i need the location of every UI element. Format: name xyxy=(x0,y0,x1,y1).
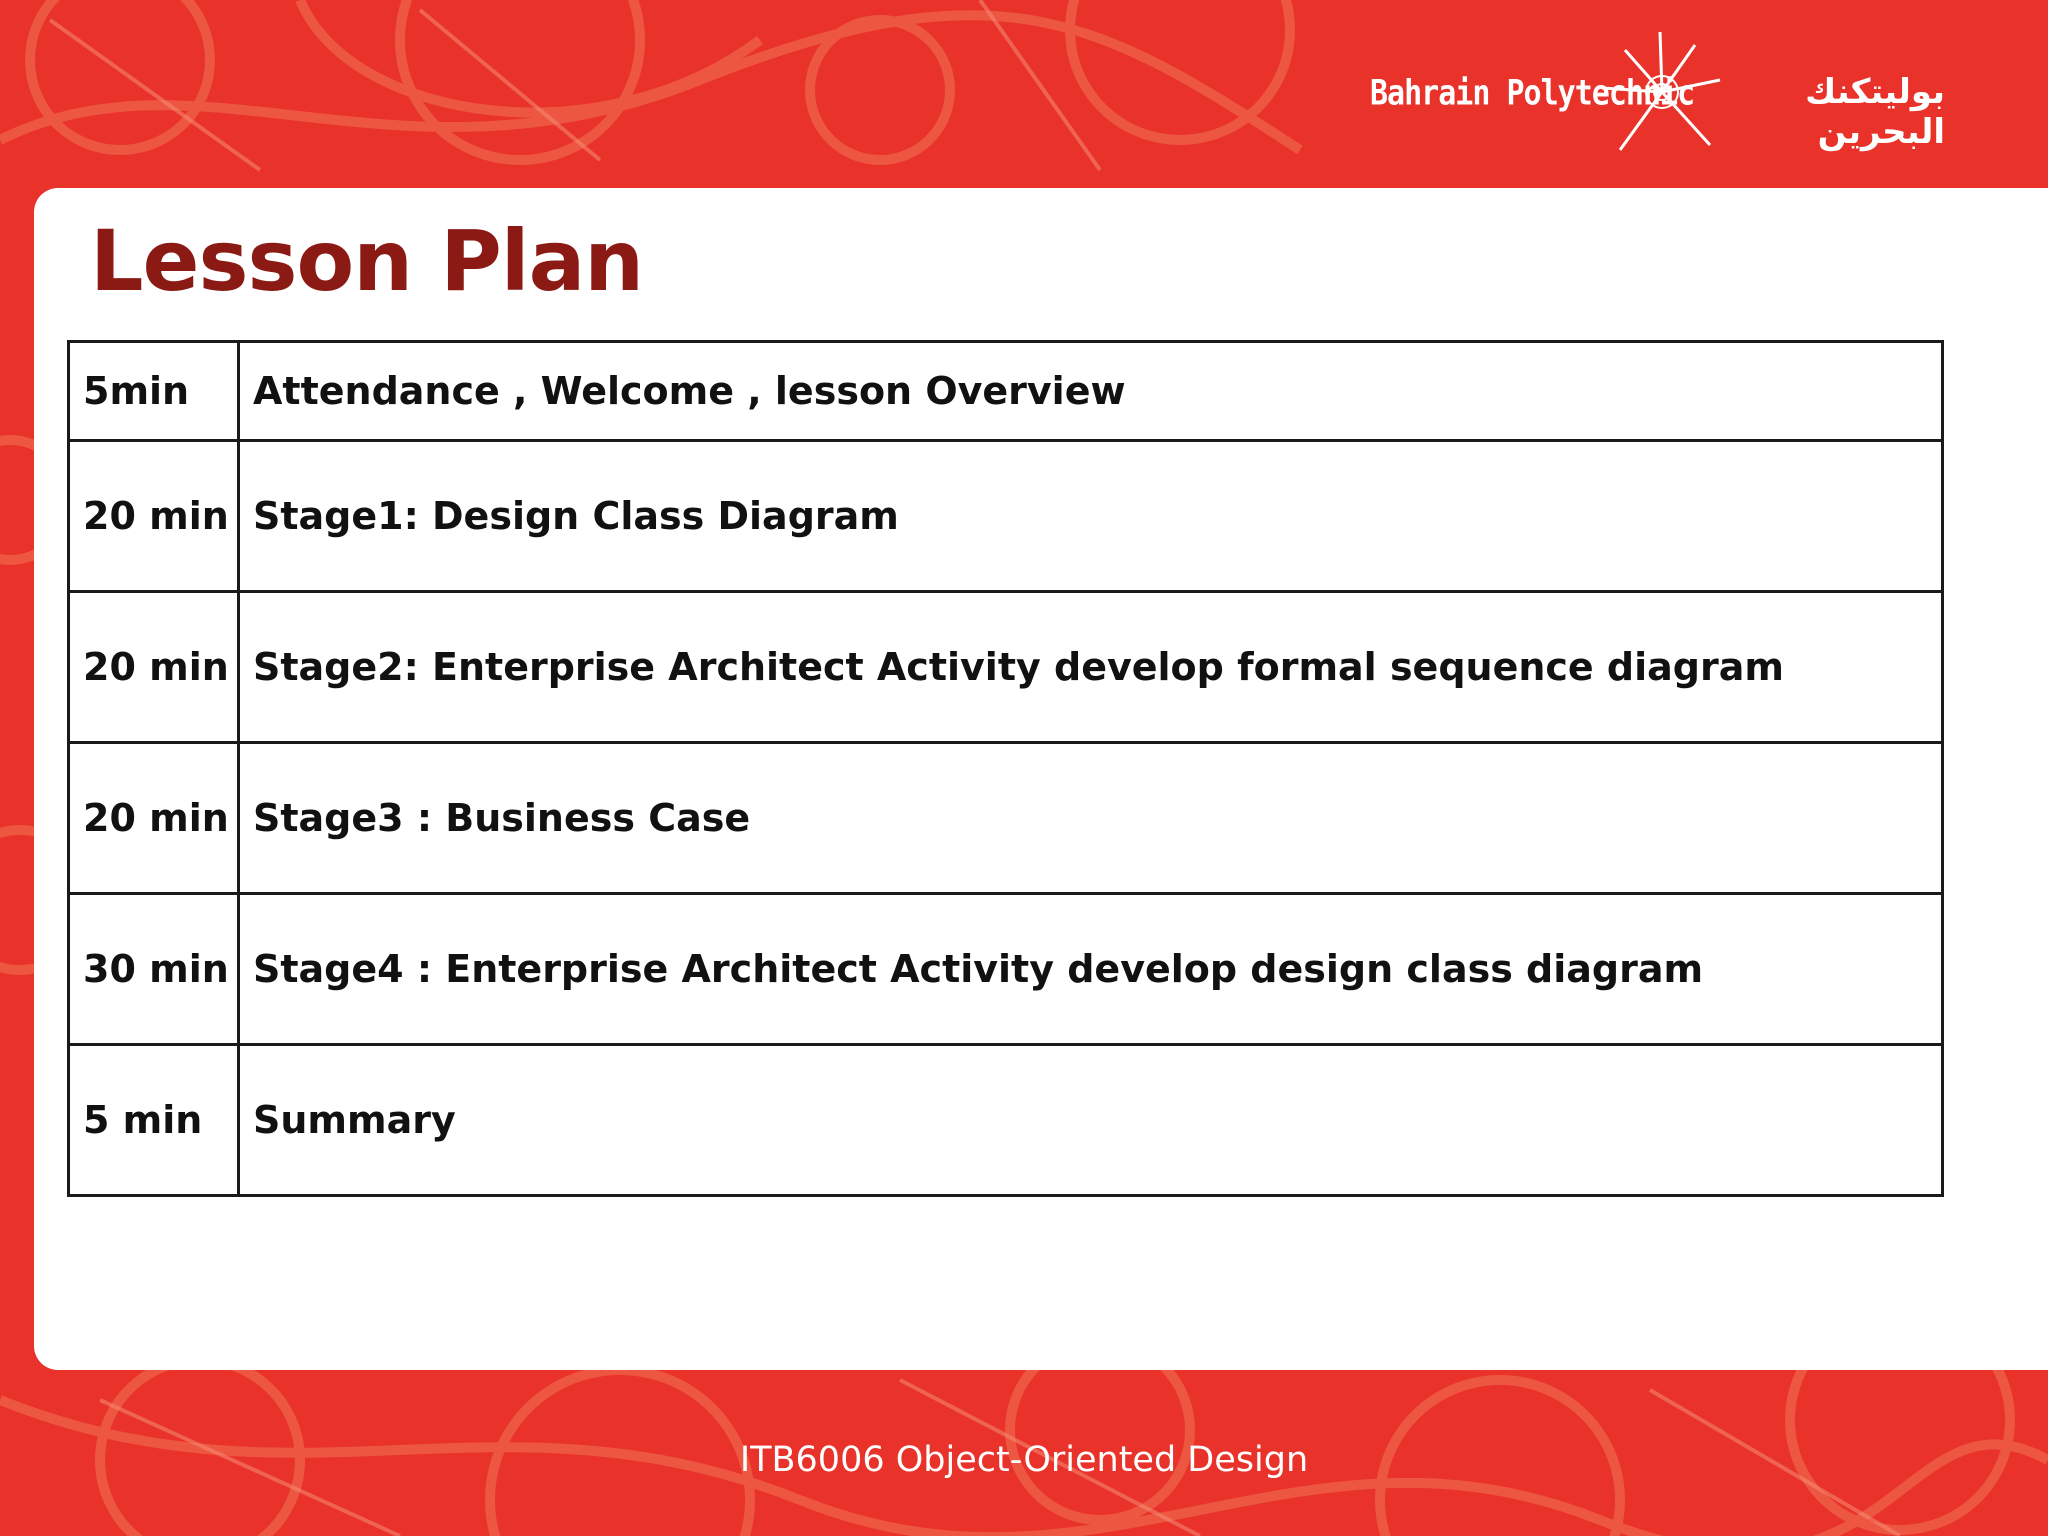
activity-cell: Summary xyxy=(239,1045,1943,1196)
table-row xyxy=(69,1045,1943,1196)
table-row xyxy=(69,743,1943,894)
time-cell: 30 min xyxy=(69,894,239,1045)
activity-cell: Stage3 : Business Case xyxy=(239,743,1943,894)
time-cell: 20 min xyxy=(69,743,239,894)
table-row xyxy=(69,592,1943,743)
time-cell: 20 min xyxy=(69,441,239,592)
time-cell: 20 min xyxy=(69,592,239,743)
slide-title: Lesson Plan xyxy=(90,212,644,310)
footer-course-title: ITB6006 Object-Oriented Design xyxy=(739,1440,1309,1480)
lesson-plan-table xyxy=(67,340,1944,1197)
activity-cell: Attendance , Welcome , lesson Overview xyxy=(239,342,1943,441)
table-row xyxy=(69,342,1943,441)
activity-cell: Stage2: Enterprise Architect Activity develop formal sequence diagram xyxy=(239,592,1943,743)
starburst-icon xyxy=(1600,30,1725,155)
logo-text-arabic: بوليتكنك البحرين xyxy=(1805,72,1945,152)
activity-cell: Stage1: Design Class Diagram xyxy=(239,441,1943,592)
activity-cell: Stage4 : Enterprise Architect Activity develop design class diagram xyxy=(239,894,1943,1045)
bahrain-polytechnic-logo xyxy=(1360,30,1960,160)
time-cell: 5 min xyxy=(69,1045,239,1196)
table-row xyxy=(69,441,1943,592)
logo-text-english: Bahrain Polytechnic xyxy=(1370,73,1695,114)
table-row xyxy=(69,894,1943,1045)
time-cell: 5min xyxy=(69,342,239,441)
